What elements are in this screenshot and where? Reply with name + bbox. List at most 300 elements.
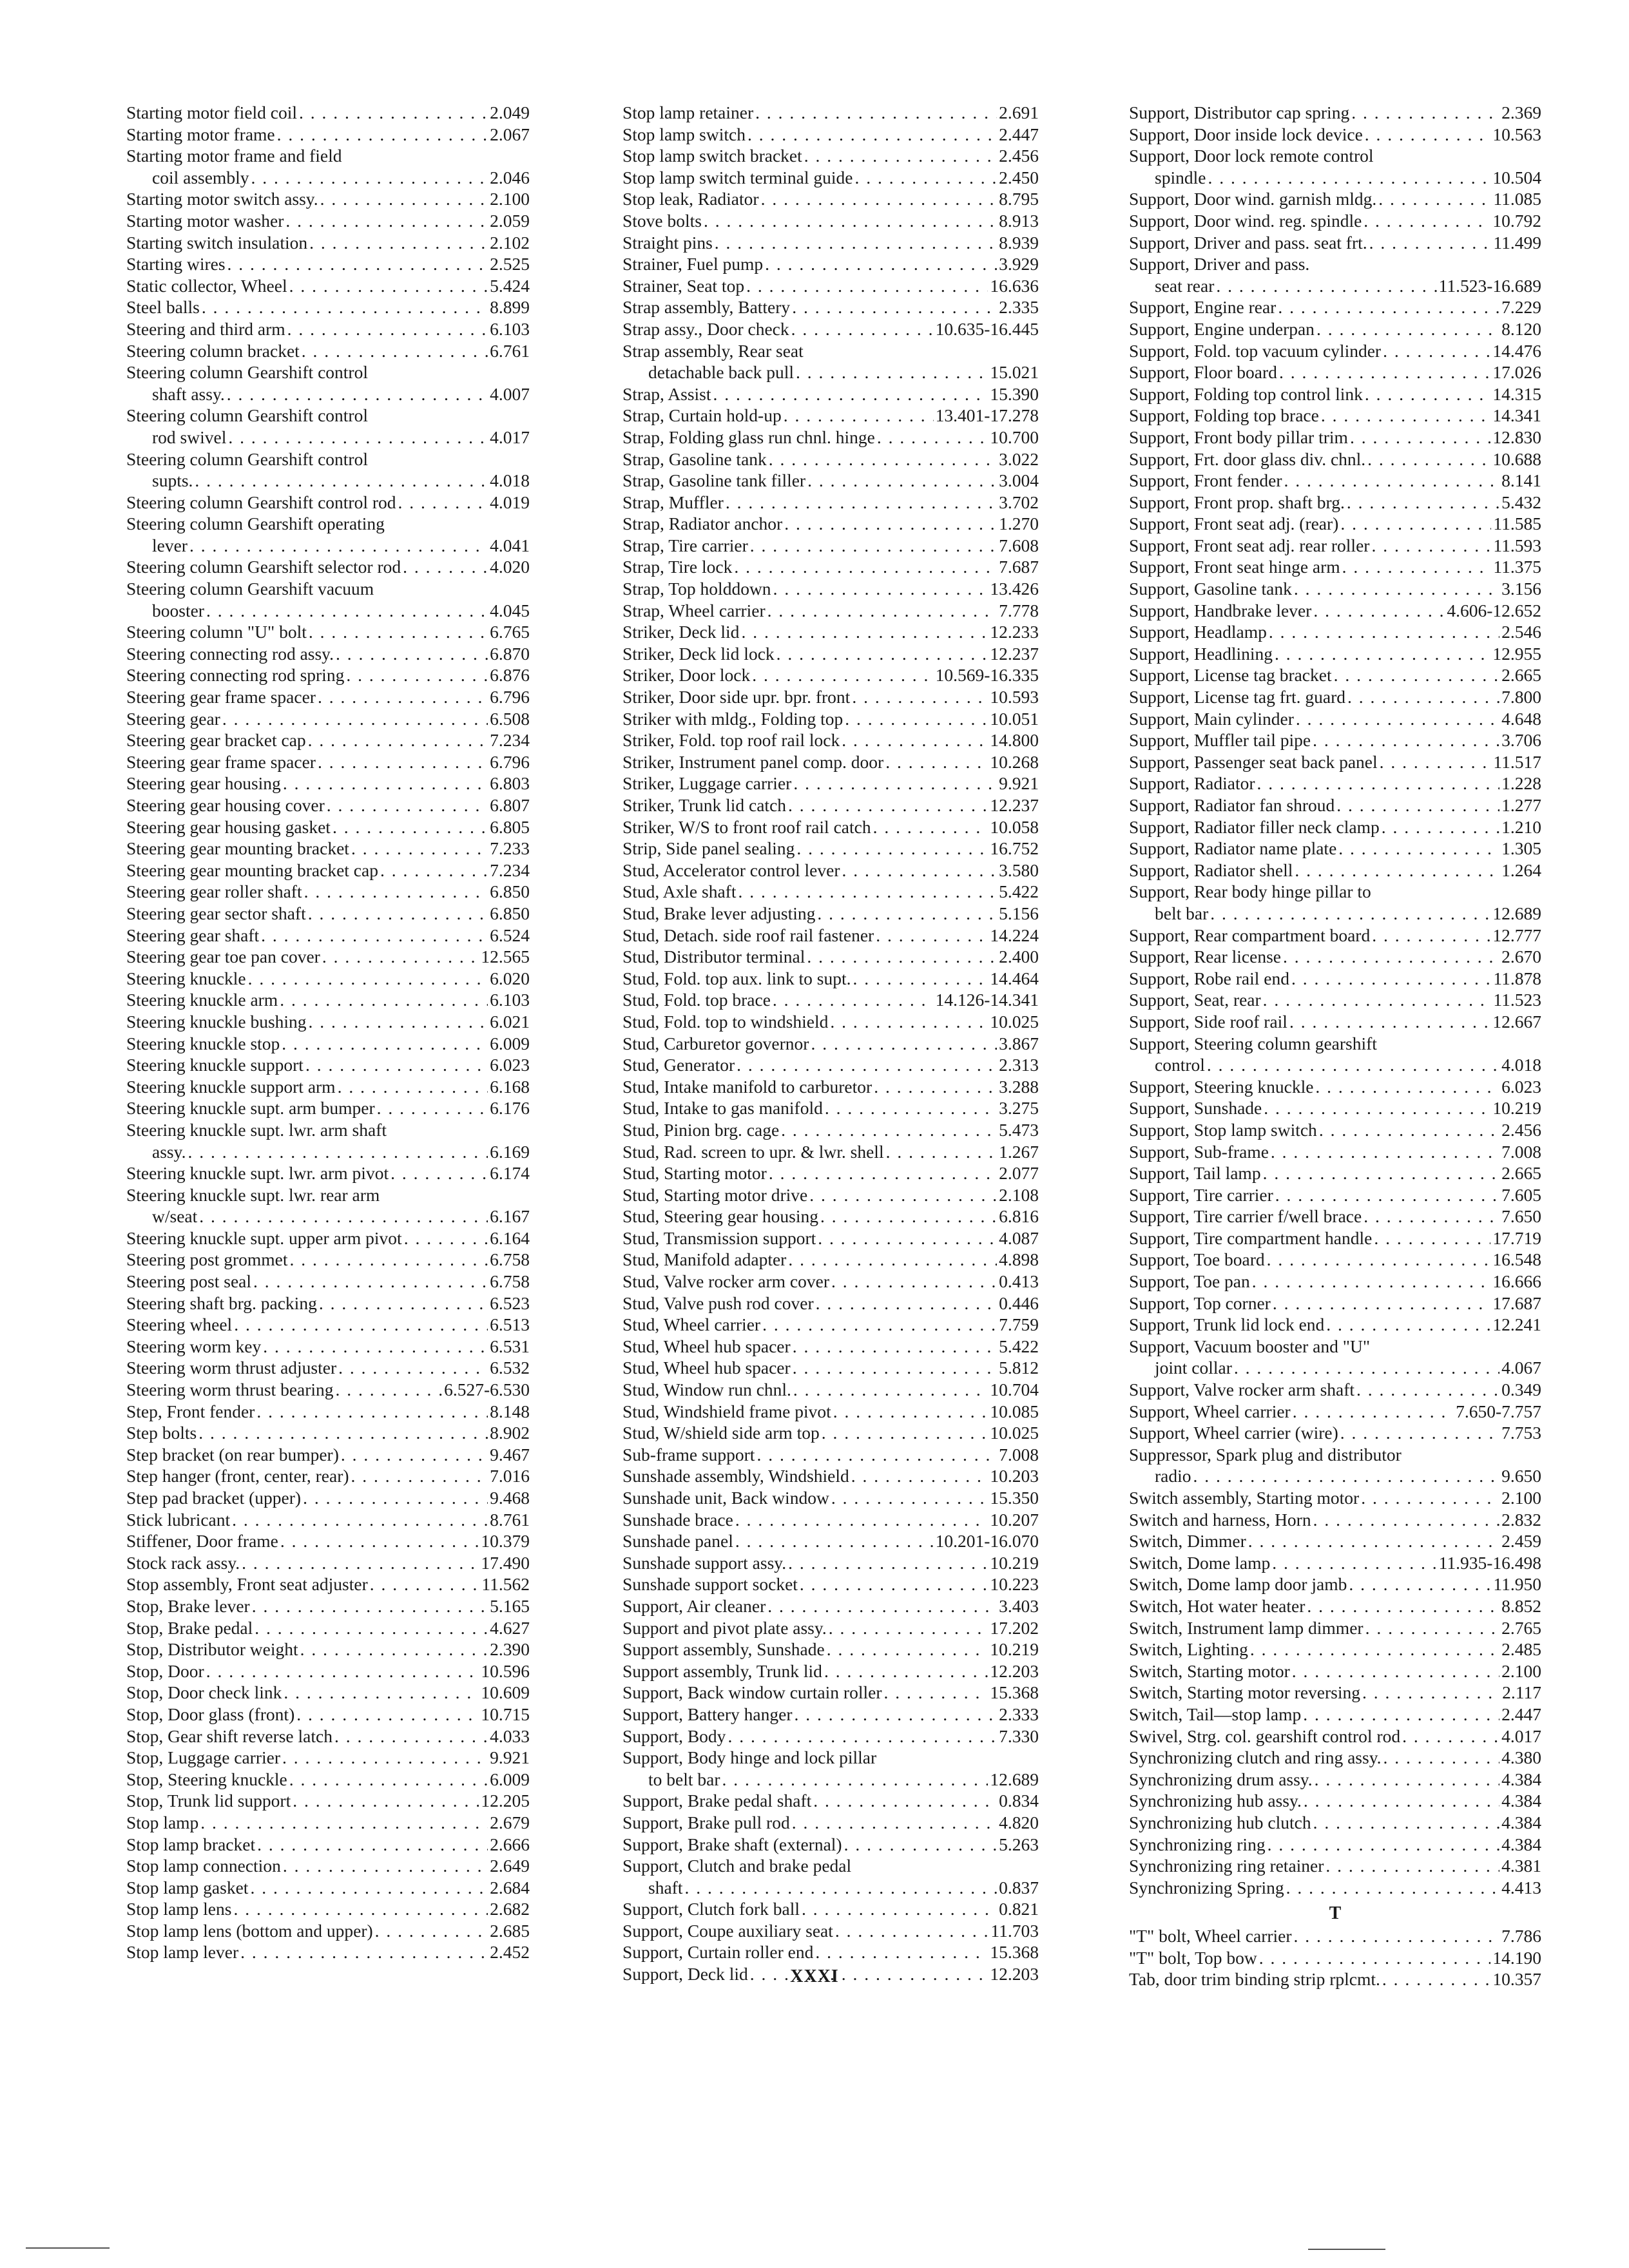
entry-label: Steering gear bracket cap — [126, 730, 306, 751]
entry-number: 12.667 — [1492, 1011, 1541, 1032]
entry-number: 2.335 — [999, 297, 1039, 318]
index-entry — [622, 1941, 1039, 1963]
dot-leader — [261, 925, 488, 947]
index-entry — [1129, 513, 1541, 535]
entry-label: shaft — [648, 1877, 683, 1898]
index-entry — [1129, 860, 1541, 881]
entry-label: Support, Gasoline tank — [1129, 579, 1292, 599]
entry-label: Support, Air cleaner — [622, 1595, 766, 1616]
entry-number: 16.666 — [1492, 1271, 1541, 1292]
entry-number: 8.148 — [490, 1401, 530, 1421]
entry-label: Stop lamp bracket — [126, 1834, 256, 1854]
entry-label: Support and pivot plate assy. — [622, 1617, 827, 1638]
index-entry — [622, 1227, 1039, 1249]
entry-label: Support, Sub-frame — [1129, 1141, 1269, 1162]
entry-number: 4.087 — [999, 1227, 1039, 1248]
index-entry — [126, 1271, 530, 1293]
entry-number: 4.648 — [1501, 708, 1541, 729]
index-entry — [622, 1401, 1039, 1423]
index-entry — [622, 1898, 1039, 1920]
entry-label: Steering column Gearshift control — [126, 448, 368, 469]
dot-leader — [842, 860, 998, 881]
entry-label: Stud, Windshield frame pivot — [622, 1401, 831, 1421]
entry-number: 2.333 — [999, 1704, 1039, 1724]
entry-label: Steering column Gearshift control — [126, 362, 368, 383]
index-entry — [622, 643, 1039, 665]
entry-number: 0.413 — [999, 1271, 1039, 1292]
index-entry — [1129, 708, 1541, 730]
dot-leader — [1210, 903, 1490, 925]
index-entry — [126, 729, 530, 751]
index-entry — [622, 145, 1039, 167]
entry-number: 10.504 — [1492, 167, 1541, 187]
entry-number: 2.046 — [490, 167, 530, 187]
dot-leader — [818, 1227, 997, 1249]
dot-leader — [240, 1941, 488, 1963]
index-entry — [622, 1812, 1039, 1834]
dot-leader — [1402, 1725, 1499, 1747]
entry-label: Starting motor frame — [126, 124, 275, 144]
entry-number: 14.315 — [1492, 383, 1541, 404]
entry-label: Stud, Carburetor governor — [622, 1033, 809, 1053]
dot-leader — [1325, 1855, 1499, 1877]
entry-number: 15.021 — [990, 362, 1039, 383]
entry-label: Striker, W/S to front roof rail catch — [622, 816, 871, 837]
entry-label: Steering gear housing cover — [126, 795, 325, 815]
entry-number: 17.687 — [1492, 1293, 1541, 1313]
index-entry — [622, 1920, 1039, 1942]
dot-leader — [351, 1465, 488, 1487]
dot-leader — [833, 1401, 988, 1423]
index-entry — [126, 686, 530, 708]
dot-leader — [309, 1011, 488, 1033]
entry-label: Switch, Dome lamp — [1129, 1552, 1271, 1573]
entry-label: Support, Clutch and brake pedal — [622, 1856, 852, 1876]
index-entry — [1129, 1487, 1541, 1509]
index-entry — [126, 1401, 530, 1423]
dot-leader — [1286, 1877, 1500, 1899]
entry-label: Support, Vacuum booster and "U" — [1129, 1336, 1371, 1356]
dot-leader — [713, 383, 988, 405]
dot-leader — [794, 1704, 997, 1725]
entry-number: 7.008 — [1501, 1141, 1541, 1162]
entry-label: rod swivel — [152, 427, 227, 447]
index-entry — [622, 275, 1039, 297]
entry-label: Support, Folding top brace — [1129, 405, 1319, 426]
dot-leader — [1291, 968, 1491, 990]
entry-label: Steering knuckle supt. lwr. arm shaft — [126, 1119, 387, 1140]
dot-leader — [334, 1725, 488, 1747]
entry-label: Support, Door lock remote control — [1129, 146, 1374, 166]
dot-leader — [741, 621, 988, 643]
index-entry — [126, 1747, 530, 1769]
entry-number: 4.384 — [1501, 1791, 1541, 1811]
entry-label: Stop lamp — [126, 1812, 199, 1832]
entry-number: 6.513 — [490, 1314, 530, 1335]
index-entry — [126, 989, 530, 1011]
entry-label: Stop assembly, Front seat adjuster — [126, 1574, 368, 1595]
entry-label: Synchronizing drum assy. — [1129, 1769, 1313, 1789]
index-entry — [622, 1097, 1039, 1119]
dot-leader — [232, 1509, 488, 1531]
entry-label: Stud, Accelerator control lever — [622, 860, 840, 880]
dot-leader — [793, 1336, 997, 1358]
index-entry — [1129, 253, 1541, 296]
entry-label: Steering column bracket — [126, 340, 300, 361]
dot-leader — [1283, 946, 1499, 968]
entry-label: Steering gear frame spacer — [126, 687, 316, 707]
index-entry — [126, 296, 530, 318]
index-entry — [126, 1639, 530, 1660]
entry-number: 4.041 — [490, 535, 530, 555]
dot-leader — [338, 1357, 488, 1379]
entry-number: 3.929 — [999, 254, 1039, 274]
entry-number: 12.205 — [481, 1791, 530, 1811]
entry-number: 10.357 — [1492, 1969, 1541, 1990]
entry-number: 9.650 — [1501, 1466, 1541, 1486]
entry-number: 11.523 — [1493, 990, 1541, 1010]
entry-number: 11.593 — [1493, 535, 1541, 555]
entry-number: 16.548 — [1492, 1249, 1541, 1270]
entry-number: 8.795 — [999, 189, 1039, 209]
entry-number: 0.834 — [999, 1791, 1039, 1811]
entry-number: 7.650-7.757 — [1456, 1401, 1541, 1421]
index-entry — [622, 1704, 1039, 1725]
entry-number: 5.432 — [1501, 492, 1541, 512]
entry-label: Support, Radiator shell — [1129, 860, 1293, 880]
dot-leader — [852, 686, 988, 708]
entry-number: 12.565 — [481, 947, 530, 967]
index-entry — [622, 1617, 1039, 1639]
index-entry — [1129, 664, 1541, 686]
dot-leader — [1292, 1660, 1499, 1682]
index-entry — [1129, 1812, 1541, 1834]
entry-number: 2.100 — [1501, 1488, 1541, 1508]
entry-label: Steering worm thrust adjuster — [126, 1358, 337, 1378]
index-entry — [622, 1076, 1039, 1098]
entry-label: Steering gear frame spacer — [126, 751, 316, 772]
dot-leader — [726, 492, 997, 514]
entry-number: 11.523-16.689 — [1438, 275, 1541, 296]
entry-label: Stud, Wheel hub spacer — [622, 1336, 791, 1356]
entry-number: 10.025 — [990, 1011, 1039, 1032]
dot-leader — [1252, 1271, 1491, 1293]
entry-label: Stop, Trunk lid support — [126, 1791, 291, 1811]
entry-label: Sunshade panel — [622, 1531, 733, 1552]
entry-label: Support, Door wind. garnish mldg. — [1129, 189, 1377, 209]
index-entry — [126, 1617, 530, 1639]
index-entry — [622, 1444, 1039, 1466]
entry-number: 0.446 — [999, 1293, 1039, 1313]
entry-number: 4.384 — [1501, 1834, 1541, 1854]
index-entry — [622, 621, 1039, 643]
index-entry — [622, 903, 1039, 925]
dot-leader — [767, 1595, 997, 1617]
index-entry — [126, 1119, 530, 1162]
entry-label: Sunshade assembly, Windshield — [622, 1466, 849, 1486]
index-entry — [1129, 1076, 1541, 1098]
entry-number: 2.485 — [1501, 1639, 1541, 1660]
entry-label: Starting wires — [126, 254, 226, 274]
dot-leader — [829, 1617, 988, 1639]
entry-label: spindle — [1155, 167, 1206, 187]
index-entry — [1129, 925, 1541, 947]
dot-leader — [1319, 1119, 1499, 1141]
entry-number: 9.921 — [999, 773, 1039, 794]
dot-leader — [305, 1054, 488, 1076]
entry-number: 6.176 — [490, 1098, 530, 1119]
entry-label: Support, Brake shaft (external) — [622, 1834, 842, 1854]
entry-label: Steering worm thrust bearing — [126, 1379, 334, 1400]
entry-label: Support, Back window curtain roller — [622, 1682, 882, 1703]
entry-number: 5.422 — [999, 881, 1039, 902]
dot-leader — [285, 210, 488, 232]
entry-label: supts. — [152, 470, 193, 491]
dot-leader — [302, 340, 488, 362]
index-entry — [1129, 535, 1541, 557]
entry-label: Support, Wheel carrier (wire) — [1129, 1423, 1338, 1443]
entry-label: Stud, Wheel hub spacer — [622, 1358, 791, 1378]
index-entry — [622, 708, 1039, 730]
entry-label: Support, Passenger seat back panel — [1129, 751, 1378, 772]
entry-label: Support, Front seat adj. rear roller — [1129, 535, 1370, 555]
entry-number: 2.691 — [999, 102, 1039, 122]
index-entry — [622, 296, 1039, 318]
entry-number: 12.203 — [990, 1660, 1039, 1681]
entry-number: 4.380 — [1501, 1747, 1541, 1768]
index-entry — [622, 1033, 1039, 1055]
entry-number: 4.898 — [999, 1249, 1039, 1270]
index-entry — [622, 1141, 1039, 1163]
entry-label: Switch and harness, Horn — [1129, 1509, 1311, 1530]
index-entry — [126, 1162, 530, 1184]
entry-number: 10.219 — [1492, 1098, 1541, 1119]
entry-label: shaft assy. — [152, 383, 225, 404]
dot-leader — [1338, 838, 1499, 860]
index-entry — [622, 1162, 1039, 1184]
index-entry — [1129, 1660, 1541, 1682]
entry-label: Switch assembly, Starting motor — [1129, 1488, 1360, 1508]
entry-number: 3.004 — [999, 470, 1039, 491]
dot-leader — [1315, 1769, 1499, 1791]
entry-label: Support, Toe pan — [1129, 1271, 1250, 1292]
entry-number: 9.921 — [490, 1747, 530, 1768]
entry-label: Strainer, Seat top — [622, 275, 745, 296]
entry-label: Stop, Brake pedal — [126, 1617, 253, 1638]
entry-label: Stud, Wheel carrier — [622, 1314, 761, 1335]
dot-leader — [722, 1769, 988, 1791]
entry-number: 2.682 — [490, 1899, 530, 1919]
dot-leader — [308, 729, 488, 751]
entry-label: Stud, Distributor terminal — [622, 947, 805, 967]
entry-number: 7.008 — [999, 1444, 1039, 1465]
entry-label: Synchronizing ring retainer — [1129, 1856, 1324, 1876]
entry-label: Starting motor field coil — [126, 102, 298, 122]
entry-label: Stop, Distributor weight — [126, 1639, 298, 1660]
dot-leader — [788, 1552, 988, 1574]
entry-number: 4.627 — [490, 1617, 530, 1638]
dot-leader — [815, 1941, 988, 1963]
dot-leader — [1234, 1357, 1499, 1379]
dot-leader — [1307, 1595, 1499, 1617]
entry-label: Support, Front fender — [1129, 470, 1282, 491]
dot-leader — [1207, 1054, 1499, 1076]
entry-label: Steering column Gearshift selector rod — [126, 557, 401, 577]
dot-leader — [704, 210, 997, 232]
index-entry — [126, 1941, 530, 1963]
index-entry — [1129, 1617, 1541, 1639]
index-entry — [1129, 816, 1541, 838]
entry-number: 5.165 — [490, 1595, 530, 1616]
entry-label: Striker, Deck lid lock — [622, 643, 775, 664]
index-entry — [622, 1271, 1039, 1293]
entry-number: 7.330 — [999, 1725, 1039, 1746]
entry-number: 1.305 — [1501, 838, 1541, 859]
entry-label: Steering gear shaft — [126, 925, 260, 945]
dot-leader — [289, 1769, 488, 1791]
entry-label: Support, Steering column gearshift — [1129, 1033, 1377, 1053]
dot-leader — [831, 1271, 997, 1293]
index-entry — [1129, 1725, 1541, 1747]
index-entry — [622, 1552, 1039, 1574]
index-entry — [126, 903, 530, 925]
entry-label: Switch, Starting motor — [1129, 1660, 1290, 1681]
dot-leader — [1326, 1314, 1490, 1336]
entry-label: Support, Engine underpan — [1129, 318, 1315, 339]
entry-number: 10.058 — [990, 816, 1039, 837]
dot-leader — [1371, 535, 1491, 557]
dot-leader — [1380, 751, 1492, 773]
index-entry — [622, 1530, 1039, 1552]
section-heading: T — [1329, 1903, 1342, 1924]
index-entry — [1129, 1119, 1541, 1141]
entry-label: Stop, Gear shift reverse latch — [126, 1725, 333, 1746]
index-entry — [126, 708, 530, 730]
entry-number: 10.223 — [990, 1574, 1039, 1595]
index-entry — [126, 1011, 530, 1033]
entry-label: Strap, Curtain hold-up — [622, 405, 782, 426]
dot-leader — [817, 903, 997, 925]
entry-label: assy. — [152, 1141, 186, 1162]
entry-number: 6.850 — [490, 881, 530, 902]
index-column-3 — [1129, 102, 1541, 1990]
entry-number: 8.899 — [490, 297, 530, 318]
index-entry — [126, 232, 530, 254]
entry-number: 4.018 — [1501, 1055, 1541, 1075]
index-entry — [622, 816, 1039, 838]
index-entry — [622, 1293, 1039, 1314]
index-entry — [622, 232, 1039, 254]
index-entry — [622, 1422, 1039, 1444]
entry-number: 6.807 — [490, 795, 530, 815]
entry-label: Support, Radiator filler neck clamp — [1129, 816, 1380, 837]
dot-leader — [1362, 1682, 1500, 1704]
entry-label: Support, Body — [622, 1725, 726, 1746]
dot-leader — [351, 838, 488, 860]
index-entry — [126, 1357, 530, 1379]
dot-leader — [234, 1314, 488, 1336]
entry-label: Strap, Tire carrier — [622, 535, 748, 555]
index-entry — [1129, 1747, 1541, 1769]
dot-leader — [1313, 729, 1499, 751]
index-entry — [622, 188, 1039, 210]
index-entry — [1129, 1947, 1541, 1969]
dot-leader — [1321, 405, 1491, 427]
entry-label: Steering gear mounting bracket cap — [126, 860, 378, 880]
dot-leader — [825, 1097, 997, 1119]
entry-number: 6.758 — [490, 1249, 530, 1270]
dot-leader — [1284, 470, 1500, 492]
dot-leader — [1271, 1141, 1499, 1163]
entry-label: Stud, Detach. side roof rail fastener — [622, 925, 874, 945]
entry-label: Swivel, Strg. col. gearshift control rod — [1129, 1725, 1401, 1746]
dot-leader — [282, 1033, 488, 1055]
entry-label: Strap, Top holddown — [622, 579, 771, 599]
entry-label: Stud, Valve rocker arm cover — [622, 1271, 829, 1292]
entry-number: 11.517 — [1493, 751, 1541, 772]
dot-leader — [284, 1682, 479, 1704]
index-entry — [1129, 1379, 1541, 1401]
entry-number: 4.381 — [1501, 1856, 1541, 1876]
dot-leader — [734, 556, 997, 578]
entry-number: 11.950 — [1493, 1574, 1541, 1595]
entry-number: 3.275 — [999, 1098, 1039, 1119]
entry-label: detachable back pull — [648, 362, 795, 383]
entry-label: Support, Radiator name plate — [1129, 838, 1337, 859]
index-entry — [126, 1877, 530, 1899]
dot-leader — [404, 1227, 488, 1249]
dot-leader — [755, 102, 997, 124]
entry-number: 4.820 — [999, 1812, 1039, 1832]
entry-number: 11.562 — [481, 1574, 530, 1595]
entry-number: 7.753 — [1501, 1423, 1541, 1443]
dot-leader — [769, 448, 997, 470]
entry-label: Striker, Fold. top roof rail lock — [622, 730, 840, 751]
index-entry — [126, 860, 530, 881]
index-entry — [1129, 1162, 1541, 1184]
index-entry — [126, 1314, 530, 1336]
index-entry — [1129, 1925, 1541, 1947]
entry-number: 7.650 — [1501, 1206, 1541, 1227]
entry-number: 4.017 — [1501, 1725, 1541, 1746]
dot-leader — [769, 1162, 997, 1184]
entry-label: coil assembly — [152, 167, 249, 187]
index-entry — [1129, 600, 1541, 622]
entry-label: Steering post grommet — [126, 1249, 288, 1270]
entry-label: Stove bolts — [622, 210, 702, 231]
entry-label: Steering gear roller shaft — [126, 881, 302, 902]
dot-leader — [309, 621, 488, 643]
index-entry — [622, 881, 1039, 903]
dot-leader — [788, 1249, 997, 1271]
entry-label: Support, Seat, rear — [1129, 990, 1261, 1010]
entry-number: 7.687 — [999, 557, 1039, 577]
dot-leader — [1347, 492, 1499, 514]
index-entry — [126, 968, 530, 990]
dot-leader — [800, 1573, 988, 1595]
entry-number: 10.700 — [990, 427, 1039, 447]
dot-leader — [761, 188, 998, 210]
entry-label: Stop lamp lens — [126, 1899, 232, 1919]
dot-leader — [341, 1444, 488, 1466]
entry-number: 6.805 — [490, 816, 530, 837]
dot-leader — [327, 794, 488, 816]
entry-number: 15.368 — [990, 1942, 1039, 1963]
entry-label: Steering post seal — [126, 1271, 251, 1292]
dot-leader — [1365, 383, 1491, 405]
index-entry — [1129, 1552, 1541, 1574]
entry-number: 3.403 — [999, 1595, 1039, 1616]
